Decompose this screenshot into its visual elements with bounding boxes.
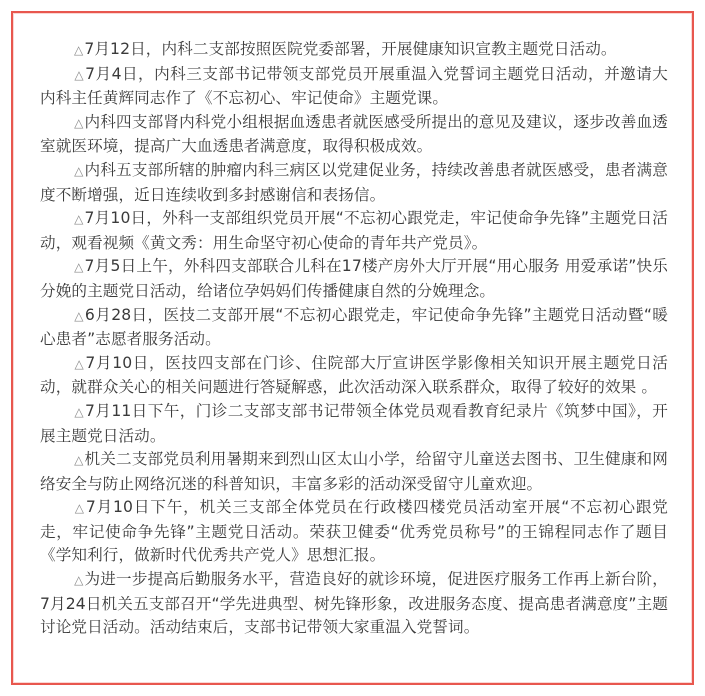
triangle-bullet-icon: △ (74, 43, 84, 57)
paragraph-4 (40, 159, 668, 207)
triangle-bullet-icon: △ (74, 308, 84, 323)
paragraph-9 (40, 400, 668, 448)
paragraph-11 (40, 496, 668, 568)
paragraph-text: 7月10日，外科一支部组织党员开展“不忘初心跟党走，牢记使命争先锋”主题党日活动，观看视频《黄文秀：用生命坚守初心使命的青年共产党员》。 (40, 209, 668, 252)
triangle-bullet-icon: △ (74, 501, 85, 516)
paragraph-text: 7月11日下午，门诊二支部支部书记带领全体党员观看教育纪录片《筑梦中国》，开展主题党日活动。 (40, 401, 668, 445)
paragraph-text: 6月28日，医技二支部开展“不忘初心跟党走，牢记使命争先锋”主题党日活动暨“暖心患者”志愿者服务活动。 (40, 305, 668, 349)
paragraph-text: 7月4日，内科三支部书记带领支部党员开展重温入党誓词主题党日活动，并邀请大内科主任黄辉同志作了《不忘初心、牢记使命》主题党课。 (40, 64, 668, 108)
triangle-bullet-icon: △ (74, 260, 84, 275)
paragraph-text: 内科五支部所辖的肿瘤内科三病区以党建促业务，持续改善患者就医感受，患者满意度不断增强，近日连续收到多封感谢信和表扬信。 (40, 160, 668, 204)
paragraph-12 (40, 568, 668, 640)
triangle-bullet-icon: △ (74, 573, 84, 588)
triangle-bullet-icon: △ (74, 163, 84, 178)
triangle-bullet-icon: △ (74, 67, 85, 82)
paragraph-3 (40, 111, 668, 159)
paragraph-text: 7月10日下午，机关三支部全体党员在行政楼四楼党员活动室开展“不忘初心跟党走，牢记使命争先锋”主题党日活动。荣获卫健委“优秀党员称号”的王锦程同志作了题目《学知利行，做新时代优秀共产党人》思想汇报。 (40, 498, 668, 565)
paragraph-text: 为进一步提高后勤服务水平，营造良好的就诊环境，促进医疗服务工作再上新台阶， 7月24日机关五支部召开“学先进典型、树先锋形象，改进服务态度、提高患者满意度”主题讨论党日活动。活动结束后，支部书记带领大家重温入党誓词。 (40, 570, 668, 637)
paragraph-text: 7月10日，医技四支部在门诊、住院部大厅宣讲医学影像相关知识开展主题党日活动，就群众关心的相关问题进行答疑解惑，此次活动深入联系群众，取得了较好的效果 。 (40, 353, 668, 397)
paragraph-text: 7月12日，内科二支部按照医院党委部署，开展健康知识宣教主题党日活动。 (84, 40, 617, 58)
paragraph-1 (40, 38, 668, 63)
triangle-bullet-icon: △ (74, 356, 85, 371)
paragraph-10 (40, 448, 668, 496)
triangle-bullet-icon: △ (74, 453, 84, 468)
paragraph-6 (40, 255, 668, 303)
paragraph-text: 7月5日上午，外科四支部联合儿科在17楼产房外大厅开展“用心服务 用爱承诺”快乐分娩的主题党日活动，给诸位孕妈妈们传播健康自然的分娩理念。 (40, 257, 668, 300)
triangle-bullet-icon: △ (74, 212, 84, 227)
paragraph-7 (40, 304, 668, 352)
triangle-bullet-icon: △ (74, 404, 84, 419)
article-body (40, 38, 668, 640)
paragraph-text: 机关二支部党员利用暑期来到烈山区太山小学，给留守儿童送去图书、卫生健康和网络安全与防止网络沉迷的科普知识，丰富多彩的活动深受留守儿童欢迎。 (40, 450, 668, 493)
paragraph-text: 内科四支部肾内科党小组根据血透患者就医感受所提出的意见及建议，逐步改善血透室就医环境，提高广大血透患者满意度，取得积极成效。 (40, 112, 668, 156)
triangle-bullet-icon: △ (74, 115, 84, 130)
paragraph-8 (40, 352, 668, 400)
paragraph-5 (40, 207, 668, 255)
paragraph-2 (40, 63, 668, 111)
